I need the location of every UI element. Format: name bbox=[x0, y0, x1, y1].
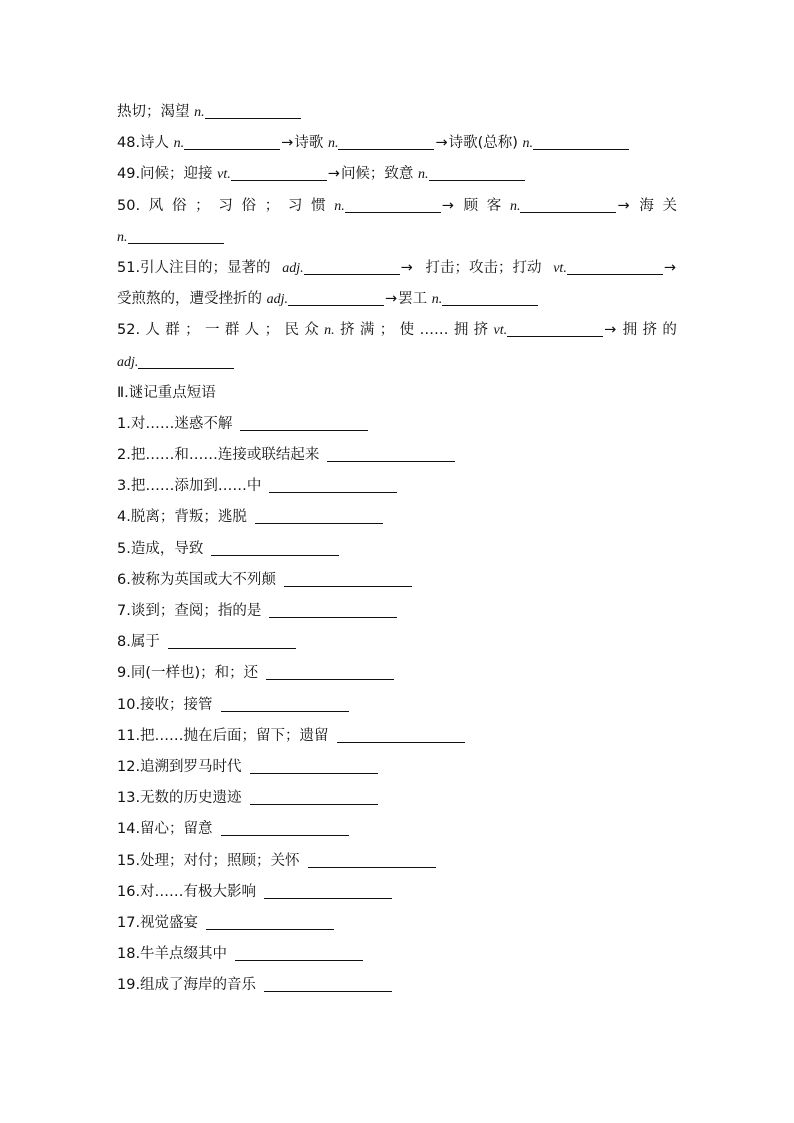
answer-group bbox=[510, 191, 631, 222]
vocab-text: 诗歌(总称) bbox=[448, 135, 518, 152]
char: 习 bbox=[287, 197, 303, 214]
worksheet-page bbox=[117, 97, 677, 1001]
phrase-text: 16.对……有极大影响 bbox=[117, 883, 257, 900]
char: 挤 bbox=[340, 322, 355, 339]
answer-blank[interactable] bbox=[240, 415, 368, 431]
item-number: 52. bbox=[117, 322, 141, 339]
answer-blank[interactable] bbox=[327, 446, 455, 462]
answer-blank[interactable] bbox=[288, 290, 384, 306]
char: 群 bbox=[224, 322, 240, 339]
arrow-icon: → bbox=[281, 135, 294, 152]
answer-blank[interactable] bbox=[442, 290, 538, 306]
char: 一 bbox=[205, 322, 220, 339]
pos-label: n. bbox=[117, 229, 128, 245]
char: 人 bbox=[145, 322, 160, 339]
vocab-text: 问候；致意 bbox=[340, 166, 414, 183]
answer-blank[interactable] bbox=[250, 789, 378, 805]
arrow-icon: → bbox=[385, 291, 398, 308]
answer-blank[interactable] bbox=[304, 259, 400, 275]
arrow-icon: → bbox=[327, 166, 340, 183]
answer-blank[interactable] bbox=[345, 197, 441, 213]
pos-label: vt. bbox=[493, 323, 508, 339]
answer-group bbox=[494, 315, 618, 346]
vocab-text: 受煎熬的，遭受挫折的 bbox=[117, 291, 262, 308]
phrase-item bbox=[117, 627, 677, 658]
pos-label: n. bbox=[334, 198, 345, 214]
char: 众 bbox=[304, 322, 319, 339]
vocab-text: 热切；渴望 bbox=[117, 104, 190, 120]
answer-blank[interactable] bbox=[269, 602, 397, 618]
char: 使 bbox=[399, 322, 415, 339]
pos-label: adj. bbox=[266, 292, 288, 308]
answer-blank[interactable] bbox=[264, 883, 392, 899]
arrow-icon: → bbox=[441, 197, 454, 214]
arrow-icon: → bbox=[400, 259, 413, 276]
char: 客 bbox=[486, 197, 502, 214]
vocab-text: 51.引人注目的；显著的 bbox=[117, 259, 271, 276]
phrase-item bbox=[117, 846, 677, 877]
phrase-item bbox=[117, 440, 677, 471]
vocab-line-52 bbox=[117, 315, 677, 346]
phrase-item bbox=[117, 471, 677, 502]
pos-label: n. bbox=[194, 105, 205, 120]
answer-blank[interactable] bbox=[520, 197, 616, 213]
answer-blank[interactable] bbox=[266, 664, 394, 680]
pos-label: n. bbox=[173, 136, 185, 152]
phrase-text: 2.把……和……连接或联结起来 bbox=[117, 447, 320, 464]
phrase-item bbox=[117, 783, 677, 814]
answer-blank[interactable] bbox=[337, 727, 465, 743]
char: 惯 bbox=[311, 197, 326, 214]
phrase-text: 10.接收；接管 bbox=[117, 696, 213, 713]
phrase-item bbox=[117, 565, 677, 596]
char: 关 bbox=[662, 197, 677, 214]
char: 顾 bbox=[463, 197, 479, 214]
pos-label: adj. bbox=[282, 260, 304, 276]
char: 满 bbox=[359, 322, 375, 339]
phrase-text: 9.同(一样也)；和；还 bbox=[117, 665, 259, 682]
phrase-item bbox=[117, 939, 677, 970]
section-title: Ⅱ.谜记重点短语 bbox=[117, 384, 216, 401]
answer-blank[interactable] bbox=[507, 321, 603, 337]
phrase-item bbox=[117, 721, 677, 752]
answer-group bbox=[334, 191, 455, 222]
phrase-item bbox=[117, 596, 677, 627]
phrase-text: 8.属于 bbox=[117, 634, 160, 651]
vocab-line-51 bbox=[117, 253, 677, 284]
answer-blank[interactable] bbox=[128, 228, 224, 244]
answer-blank[interactable] bbox=[308, 852, 436, 868]
answer-blank[interactable] bbox=[235, 945, 363, 961]
phrase-item bbox=[117, 502, 677, 533]
phrase-item bbox=[117, 534, 677, 565]
phrase-text: 6.被称为英国或大不列颠 bbox=[117, 571, 276, 588]
arrow-icon: → bbox=[604, 322, 617, 339]
phrase-item bbox=[117, 752, 677, 783]
answer-blank[interactable] bbox=[206, 914, 334, 930]
answer-blank[interactable] bbox=[221, 696, 349, 712]
vocab-line-50-cont bbox=[117, 222, 677, 253]
char: 俗 bbox=[241, 197, 256, 214]
char: 挤 bbox=[473, 322, 489, 339]
vocab-line-47 bbox=[117, 97, 677, 128]
answer-group bbox=[282, 253, 414, 284]
char: ； bbox=[379, 322, 395, 339]
vocab-text: 罢工 bbox=[398, 291, 428, 308]
answer-blank[interactable] bbox=[338, 134, 434, 150]
answer-blank[interactable] bbox=[138, 353, 234, 369]
vocab-text: 49.问候；迎接 bbox=[117, 166, 213, 183]
vocab-line-50 bbox=[117, 191, 677, 222]
vocab-line-51-cont bbox=[117, 284, 677, 315]
char: ； bbox=[185, 322, 200, 339]
phrase-list bbox=[117, 409, 677, 1002]
vocab-line-49 bbox=[117, 159, 677, 190]
arrow-icon: → bbox=[663, 259, 676, 276]
arrow-icon: → bbox=[617, 197, 630, 214]
phrase-text: 12.追溯到罗马时代 bbox=[117, 758, 242, 775]
phrase-text: 11.把……抛在后面；留下；遗留 bbox=[117, 727, 329, 744]
phrase-item bbox=[117, 690, 677, 721]
phrase-text: 17.视觉盛宴 bbox=[117, 914, 199, 931]
phrase-item bbox=[117, 409, 677, 440]
char: ； bbox=[264, 197, 280, 214]
char: 人 bbox=[244, 322, 260, 339]
phrase-text: 19.组成了海岸的音乐 bbox=[117, 977, 257, 994]
pos-label: n. bbox=[327, 136, 339, 152]
char: ； bbox=[195, 197, 210, 214]
char: …… bbox=[419, 322, 449, 339]
phrase-item bbox=[117, 908, 677, 939]
pos-label: n. bbox=[522, 136, 534, 152]
phrase-item bbox=[117, 658, 677, 689]
pos-label: n. bbox=[324, 323, 335, 339]
answer-blank[interactable] bbox=[269, 477, 397, 493]
pos-label: vt. bbox=[217, 167, 231, 183]
pos-label: n. bbox=[418, 167, 429, 183]
char: 海 bbox=[639, 197, 654, 214]
answer-blank[interactable] bbox=[533, 134, 629, 150]
vocab-line-48 bbox=[117, 128, 677, 159]
phrase-item bbox=[117, 814, 677, 845]
answer-blank[interactable] bbox=[221, 820, 349, 836]
answer-blank[interactable] bbox=[567, 259, 663, 275]
answer-blank[interactable] bbox=[250, 758, 378, 774]
char: ； bbox=[264, 322, 280, 339]
phrase-text: 15.处理；对付；照顾；关怀 bbox=[117, 852, 300, 869]
answer-blank[interactable] bbox=[255, 508, 383, 524]
arrow-icon: → bbox=[435, 135, 448, 152]
char: 拥 bbox=[453, 322, 469, 339]
phrase-text: 1.对……迷惑不解 bbox=[117, 415, 233, 432]
answer-blank[interactable] bbox=[168, 633, 296, 649]
item-number: 50. bbox=[117, 197, 141, 214]
char: 俗 bbox=[171, 197, 187, 214]
answer-blank[interactable] bbox=[184, 134, 280, 150]
pos-label: adj. bbox=[117, 354, 139, 370]
vocab-line-52-cont bbox=[117, 347, 677, 378]
char: 挤 bbox=[642, 322, 658, 339]
phrase-text: 13.无数的历史遗迹 bbox=[117, 790, 242, 807]
answer-blank[interactable] bbox=[284, 571, 412, 587]
answer-group bbox=[553, 253, 677, 284]
answer-blank[interactable] bbox=[205, 103, 301, 119]
pos-label: n. bbox=[431, 292, 443, 308]
phrase-item bbox=[117, 877, 677, 908]
phrase-text: 7.谈到；查阅；指的是 bbox=[117, 603, 262, 619]
answer-blank[interactable] bbox=[429, 165, 525, 181]
phrase-text: 5.造成，导致 bbox=[117, 540, 204, 557]
phrase-text: 3.把……添加到……中 bbox=[117, 478, 262, 495]
char: 拥 bbox=[622, 322, 638, 339]
char: 民 bbox=[284, 322, 299, 339]
pos-label: vt. bbox=[553, 260, 567, 276]
answer-blank[interactable] bbox=[264, 976, 392, 992]
vocab-text: 48.诗人 bbox=[117, 135, 170, 152]
answer-blank[interactable] bbox=[211, 540, 339, 556]
vocab-text: 打击；攻击；打动 bbox=[425, 259, 542, 276]
answer-blank[interactable] bbox=[231, 165, 327, 181]
phrase-text: 4.脱离；背叛；逃脱 bbox=[117, 509, 247, 526]
char: 风 bbox=[148, 197, 164, 214]
char: 习 bbox=[218, 197, 233, 214]
phrase-item bbox=[117, 970, 677, 1001]
phrase-text: 14.留心；留意 bbox=[117, 821, 213, 838]
vocab-text: 诗歌 bbox=[294, 135, 324, 152]
char: 的 bbox=[662, 322, 677, 339]
char: 群 bbox=[165, 322, 180, 339]
phrase-text: 18.牛羊点缀其中 bbox=[117, 946, 228, 963]
pos-label: n. bbox=[509, 198, 521, 214]
